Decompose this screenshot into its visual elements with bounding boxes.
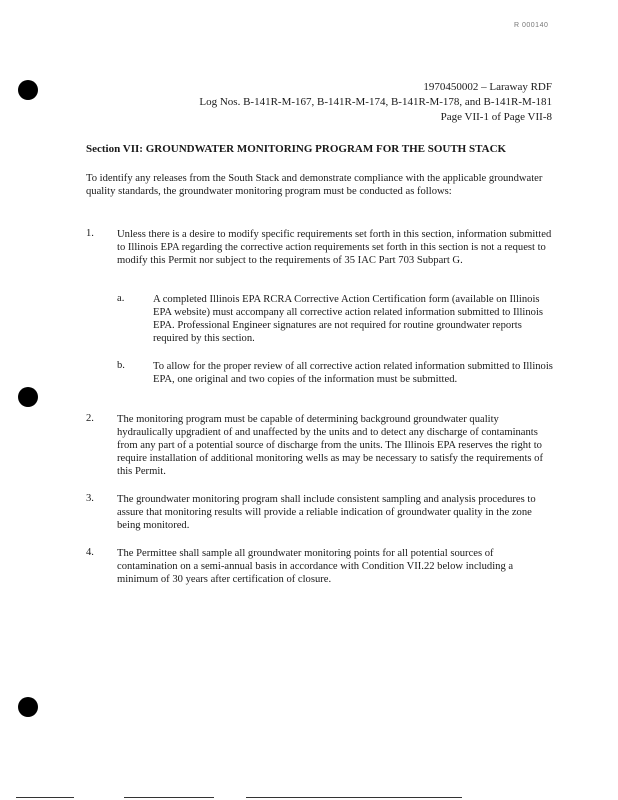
intro-paragraph: To identify any releases from the South Stack and demonstrate compliance with the applicable groundwater quality standards, the groundwater monitoring program must be conducted as follows: (86, 173, 543, 197)
item-3-number: 3. (86, 493, 94, 504)
punch-hole-middle (18, 387, 38, 407)
bottom-rule (124, 797, 214, 798)
item-1a-text: A completed Illinois EPA RCRA Corrective Action Certification form (available on Illinois EPA website) must accompany all corrective action related information submitted to Illinois EPA. Professional Engineer signatures are not required for routine groundwater reports required by this section. (153, 294, 544, 344)
item-1-number: 1. (86, 228, 94, 239)
item-1b-label: b. (117, 360, 125, 371)
item-1a-label: a. (117, 293, 125, 304)
item-1b-text: To allow for the proper review of all corrective action related information submitted to Illinois EPA, one original and two copies of the information must be submitted. (153, 361, 553, 385)
bottom-rule (246, 797, 462, 798)
item-3-text: The groundwater monitoring program shall include consistent sampling and analysis procedures to assure that monitoring results will provide a reliable indication of groundwater quality in the zone being monitored. (117, 494, 536, 531)
log-numbers: Log Nos. B-141R-M-167, B-141R-M-174, B-141R-M-178, and B-141R-M-181 (199, 96, 552, 108)
item-1-text: Unless there is a desire to modify specific requirements set forth in this section, information submitted to Illinois EPA regarding the corrective action requirements set forth in this section is not a request to modify this Permit nor subject to the requirements of 35 IAC Part 703 Subpart G. (117, 229, 552, 266)
page-stamp: R 000140 (514, 22, 549, 29)
punch-hole-top (18, 80, 38, 100)
item-4-text: The Permittee shall sample all groundwater monitoring points for all potential sources of contamination on a semi-annual basis in accordance with Condition VII.22 below including a minimum of 30 years after certification of closure. (117, 548, 514, 585)
page-number: Page VII-1 of Page VII-8 (440, 111, 552, 123)
item-2-text: The monitoring program must be capable of determining background groundwater quality hydraulically upgradient of and unaffected by the units and to detect any discharge of contaminants from any part of a potential source of discharge from the units. The Illinois EPA reserves the right to require installation of additional monitoring wells as may be necessary to satisfy the requirements of this Permit. (117, 414, 543, 477)
section-title: Section VII: GROUNDWATER MONITORING PROGRAM FOR THE SOUTH STACK (86, 143, 507, 155)
bottom-rule (16, 797, 74, 798)
item-4-number: 4. (86, 547, 94, 558)
facility-id: 1970450002 – Laraway RDF (423, 81, 552, 93)
page-header (199, 80, 552, 125)
punch-hole-bottom (18, 697, 38, 717)
item-2-number: 2. (86, 413, 94, 424)
